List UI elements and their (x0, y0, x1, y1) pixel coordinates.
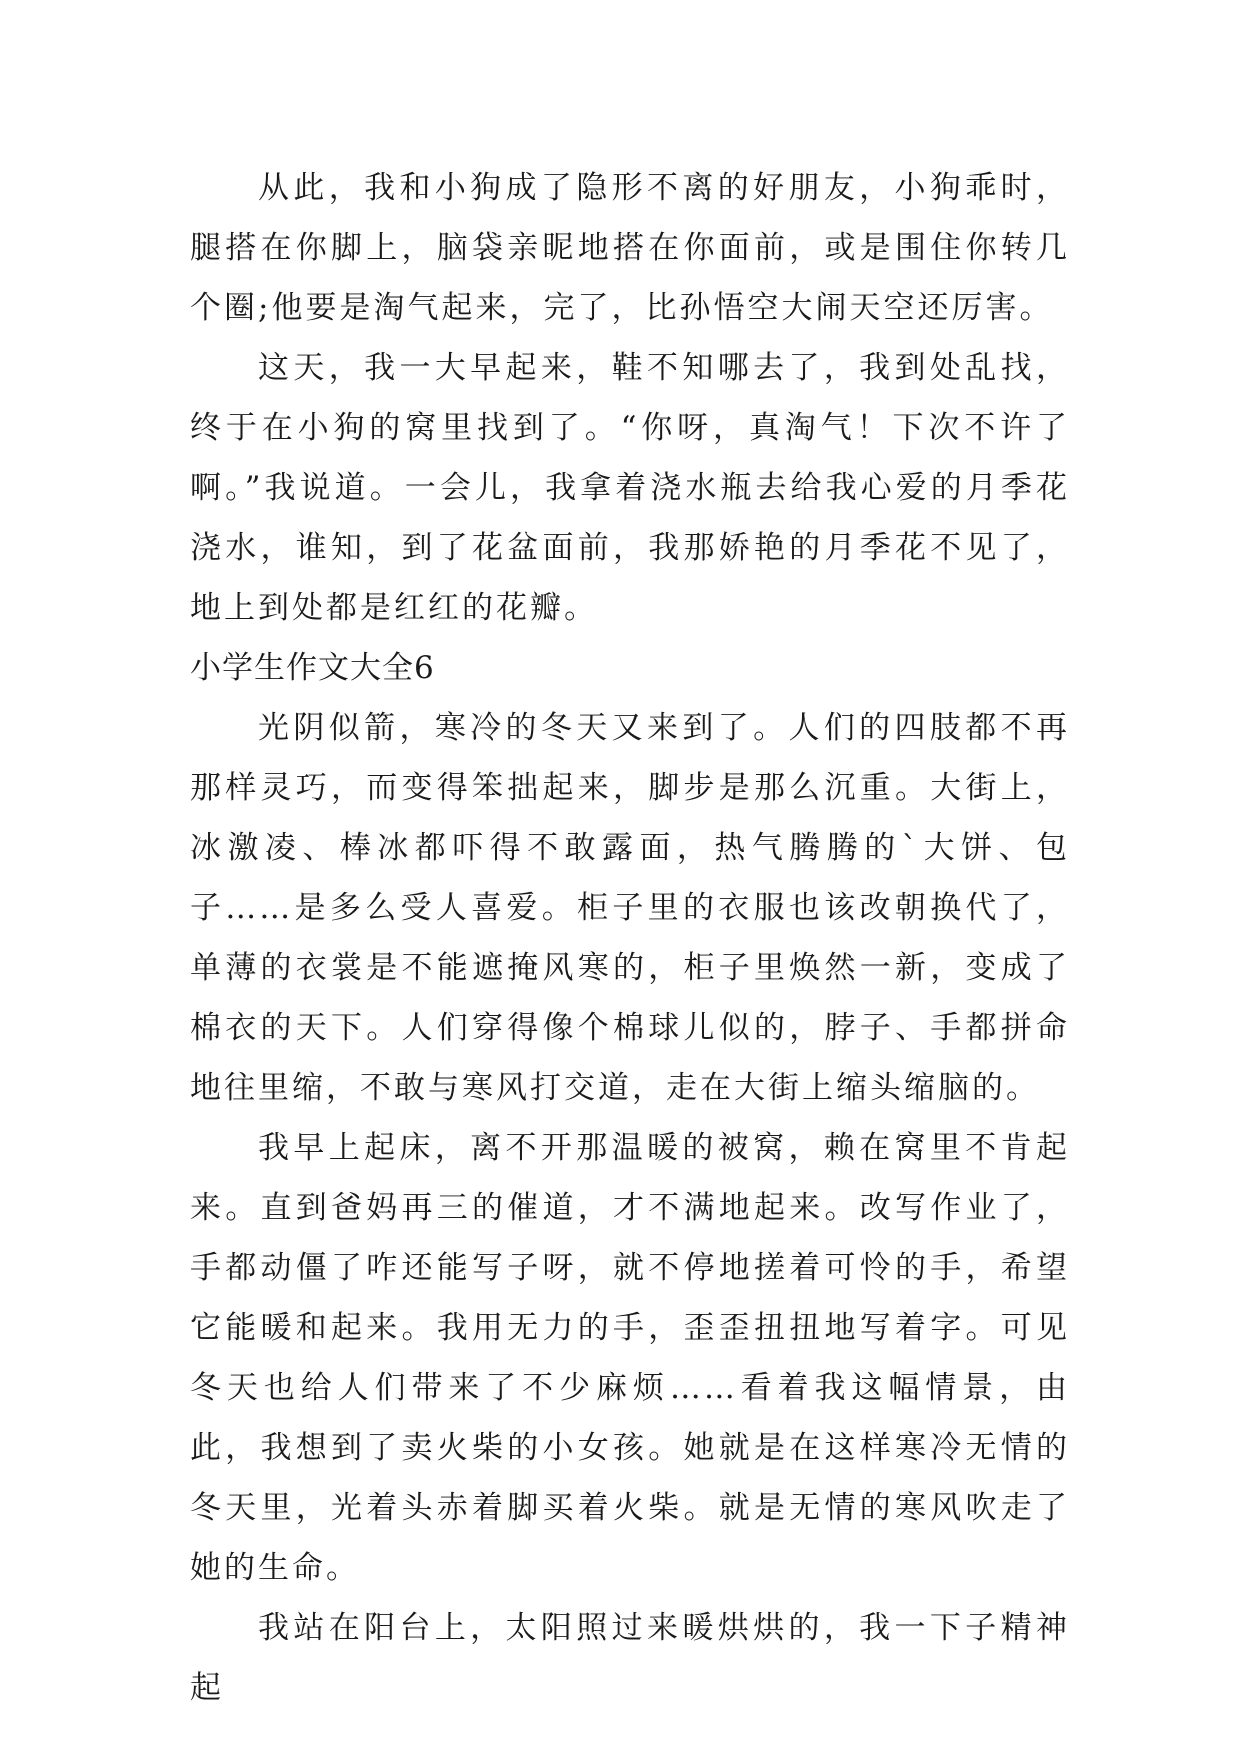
section-heading: 小学生作文大全6 (190, 650, 435, 686)
document-body (190, 158, 1070, 1718)
paragraph-friendship: 从此，我和小狗成了隐形不离的好朋友，小狗乖时，腿搭在你脚上，脑袋亲昵地搭在你面前，或是围住你转几个圈;他要是淘气起来，完了，比孙悟空大闹天空还厉害。 (190, 170, 1070, 326)
paragraph-balcony-sun: 我站在阳台上，太阳照过来暖烘烘的，我一下子精神起 (190, 1610, 1070, 1706)
paragraph-shoe-and-flowers: 这天，我一大早起来，鞋不知哪去了，我到处乱找，终于在小狗的窝里找到了。“你呀，真淘气！下次不许了啊。”我说道。一会儿，我拿着浇水瓶去给我心爱的月季花浇水，谁知，到了花盆面前，我那娇艳的月季花不见了，地上到处都是红红的花瓣。 (190, 350, 1070, 626)
paragraph-morning-cold: 我早上起床，离不开那温暖的被窝，赖在窝里不肯起来。直到爸妈再三的催道，才不满地起来。改写作业了，手都动僵了咋还能写子呀，就不停地搓着可怜的手，希望它能暖和起来。我用无力的手，歪歪扭扭地写着字。可见冬天也给人们带来了不少麻烦……看着我这幅情景，由此，我想到了卖火柴的小女孩。她就是在这样寒冷无情的冬天里，光着头赤着脚买着火柴。就是无情的寒风吹走了她的生命。 (190, 1130, 1070, 1586)
paragraph-winter-arrives: 光阴似箭，寒冷的冬天又来到了。人们的四肢都不再那样灵巧，而变得笨拙起来，脚步是那么沉重。大街上，冰激凌、棒冰都吓得不敢露面，热气腾腾的`大饼、包子……是多么受人喜爱。柜子里的衣服也该改朝换代了，单薄的衣裳是不能遮掩风寒的，柜子里焕然一新，变成了棉衣的天下。人们穿得像个棉球儿似的，脖子、手都拼命地往里缩，不敢与寒风打交道，走在大街上缩头缩脑的。 (190, 710, 1070, 1106)
